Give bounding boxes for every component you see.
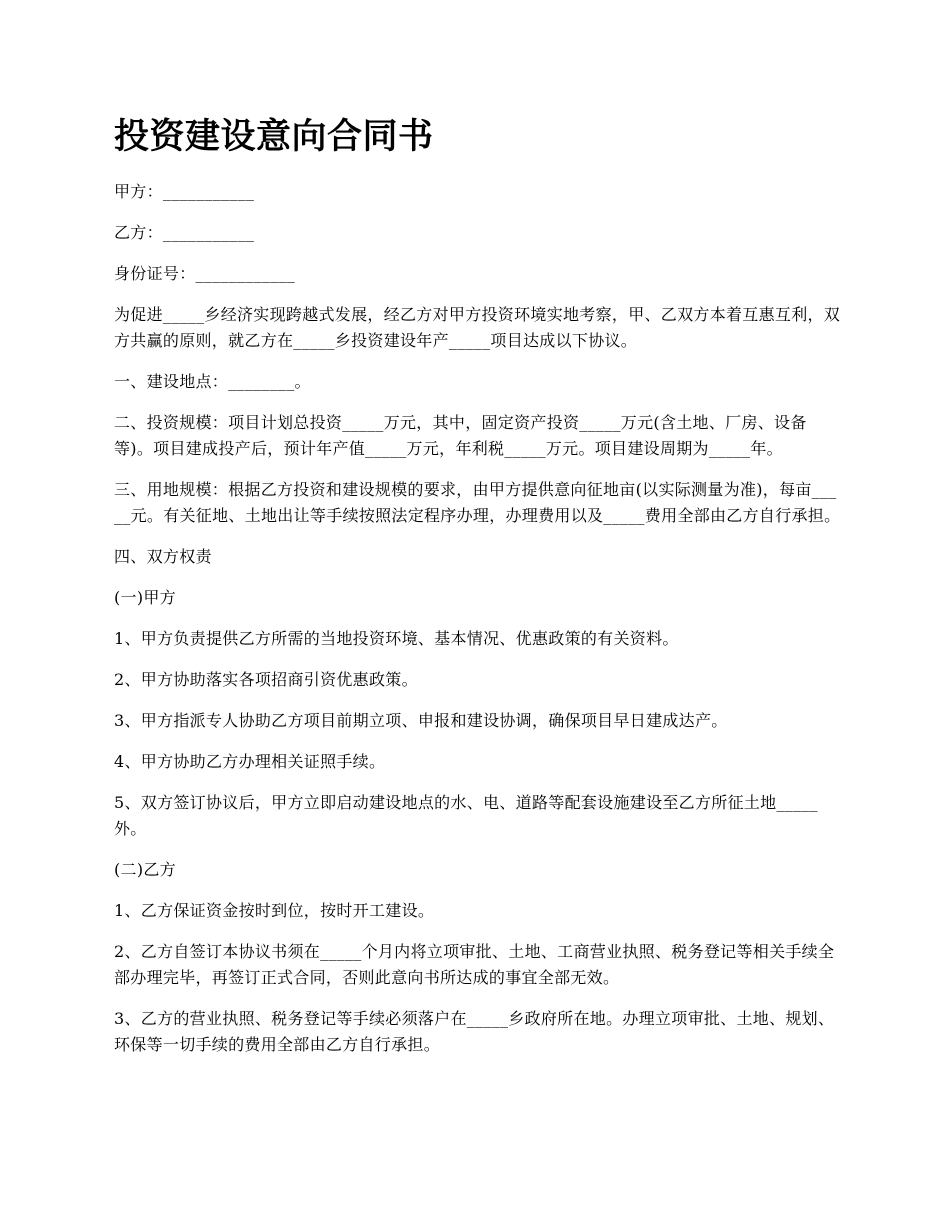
clause-land-scale: 三、用地规模：根据乙方投资和建设规模的要求，由甲方提供意向征地亩(以实际测量为准)，每亩_____元。有关征地、土地出让等手续按照法定程序办理，办理费用以及_____费用全部由乙方自行承担。 <box>114 480 841 525</box>
party-b-item-2: 2、乙方自签订本协议书须在_____个月内将立项审批、土地、工商营业执照、税务登记等相关手续全部办理完毕，再签订正式合同，否则此意向书所达成的事宜全部无效。 <box>114 942 835 987</box>
clause-construction-site: 一、建设地点：________。 <box>114 372 311 391</box>
party-a-item-3: 3、甲方指派专人协助乙方项目前期立项、申报和建设协调，确保项目早日建成达产。 <box>114 711 728 730</box>
party-b-line: 乙方：___________ <box>114 223 255 242</box>
clause-investment-scale: 二、投资规模：项目计划总投资_____万元，其中，固定资产投资_____万元(含土地、厂房、设备等)。项目建成投产后，预计年产值_____万元，年利税_____万元。项目建设周期为_____年。 <box>114 413 807 458</box>
party-b-item-3: 3、乙方的营业执照、税务登记等手续必须落户在_____乡政府所在地。办理立项审批、土地、规划、环保等一切手续的费用全部由乙方自行承担。 <box>114 1009 835 1054</box>
document-body <box>114 179 844 1073</box>
document-title: 投资建设意向合同书 <box>114 116 434 157</box>
subsection-heading-party-a: (一)甲方 <box>114 588 176 607</box>
party-a-item-5: 5、双方签订协议后，甲方立即启动建设地点的水、电、道路等配套设施建设至乙方所征土地_____外。 <box>114 793 818 838</box>
subsection-heading-party-b: (二)乙方 <box>114 860 176 879</box>
section-heading-rights: 四、双方权责 <box>114 547 212 566</box>
party-a-item-4: 4、甲方协助乙方办理相关证照手续。 <box>114 752 386 771</box>
party-a-line: 甲方：___________ <box>114 182 255 201</box>
id-number-line: 身份证号：____________ <box>114 264 296 283</box>
party-a-item-2: 2、甲方协助落实各项招商引资优惠政策。 <box>114 670 418 689</box>
party-a-item-1: 1、甲方负责提供乙方所需的当地投资环境、基本情况、优惠政策的有关资料。 <box>114 629 679 648</box>
party-b-item-1: 1、乙方保证资金按时到位，按时开工建设。 <box>114 901 435 920</box>
preamble-paragraph: 为促进_____乡经济实现跨越式发展，经乙方对甲方投资环境实地考察，甲、乙双方本着互惠互利，双方共赢的原则，就乙方在_____乡投资建设年产_____项目达成以下协议。 <box>114 305 841 350</box>
